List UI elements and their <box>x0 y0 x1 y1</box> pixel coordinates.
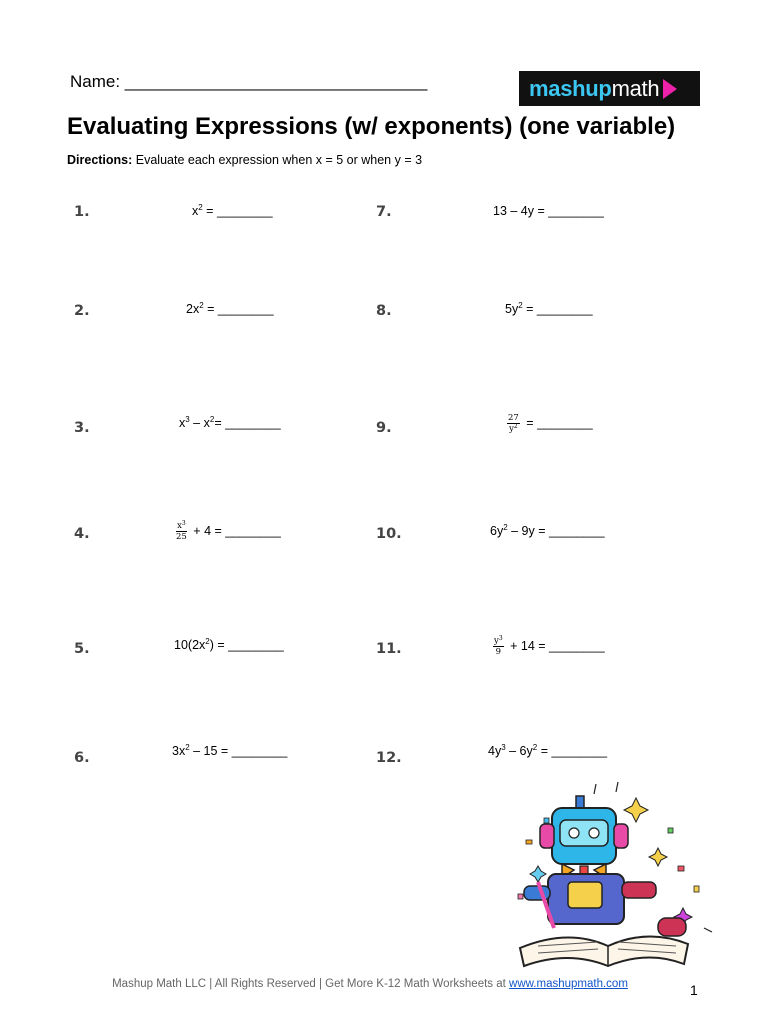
problem-expression: $3x^2 - 15$ = ________ <box>172 743 288 758</box>
problem-expression: $\frac{27}{y^2}$ = ________ <box>508 413 593 434</box>
footer-text: Mashup Math LLC | All Rights Reserved | Get More K-12 Math Worksheets at <box>112 978 510 990</box>
problem-expression: 13 – 4y = ________ <box>493 204 604 218</box>
problem-expression: $x^2$ = ________ <box>192 203 273 218</box>
footer <box>0 978 740 990</box>
problem-expression: $x^3 - x^2=$ ________ <box>179 415 281 430</box>
footer-website-link[interactable]: www.mashupmath.com <box>509 978 628 990</box>
logo-text-mashup: mashup <box>529 75 612 101</box>
problem-number: 1. <box>74 204 90 220</box>
page-number: 1 <box>690 982 698 998</box>
problem-expression: $\frac{y^3}{9}$ + 14 = ________ <box>494 635 605 657</box>
problem-number: 3. <box>74 420 90 436</box>
page-title: Evaluating Expressions (w/ exponents) (one variable) <box>67 113 676 140</box>
problem-expression: $10(2x^2)$ = ________ <box>174 637 284 652</box>
problem-number: 10. <box>376 526 402 542</box>
mashupmath-logo <box>519 71 700 106</box>
problem-expression: $4y^3 - 6y^2$ = ________ <box>488 743 608 758</box>
problem-number: 2. <box>74 303 90 319</box>
directions-label: Directions: <box>67 153 133 167</box>
robot-illustration <box>508 778 716 968</box>
play-triangle-icon <box>663 79 677 99</box>
problem-number: 11. <box>376 641 402 657</box>
problem-expression: $2x^2$ = ________ <box>186 301 274 316</box>
problem-number: 12. <box>376 750 402 766</box>
problem-expression: $6y^2 - 9y$ = ________ <box>490 523 605 538</box>
problem-expression: $5y^2$ = ________ <box>505 301 593 316</box>
problem-number: 7. <box>376 204 392 220</box>
problem-number: 6. <box>74 750 90 766</box>
problem-number: 9. <box>376 420 392 436</box>
problem-number: 8. <box>376 303 392 319</box>
logo-text-math: math <box>611 75 660 101</box>
directions <box>67 153 422 167</box>
problem-number: 4. <box>74 526 90 542</box>
directions-text: Evaluate each expression when x = 5 or when y = 3 <box>132 153 423 167</box>
name-field-label: Name: ________________________________ <box>70 72 428 91</box>
problem-expression: $\frac{x^3}{25}$ + 4 = ________ <box>176 520 281 542</box>
problem-number: 5. <box>74 641 90 657</box>
